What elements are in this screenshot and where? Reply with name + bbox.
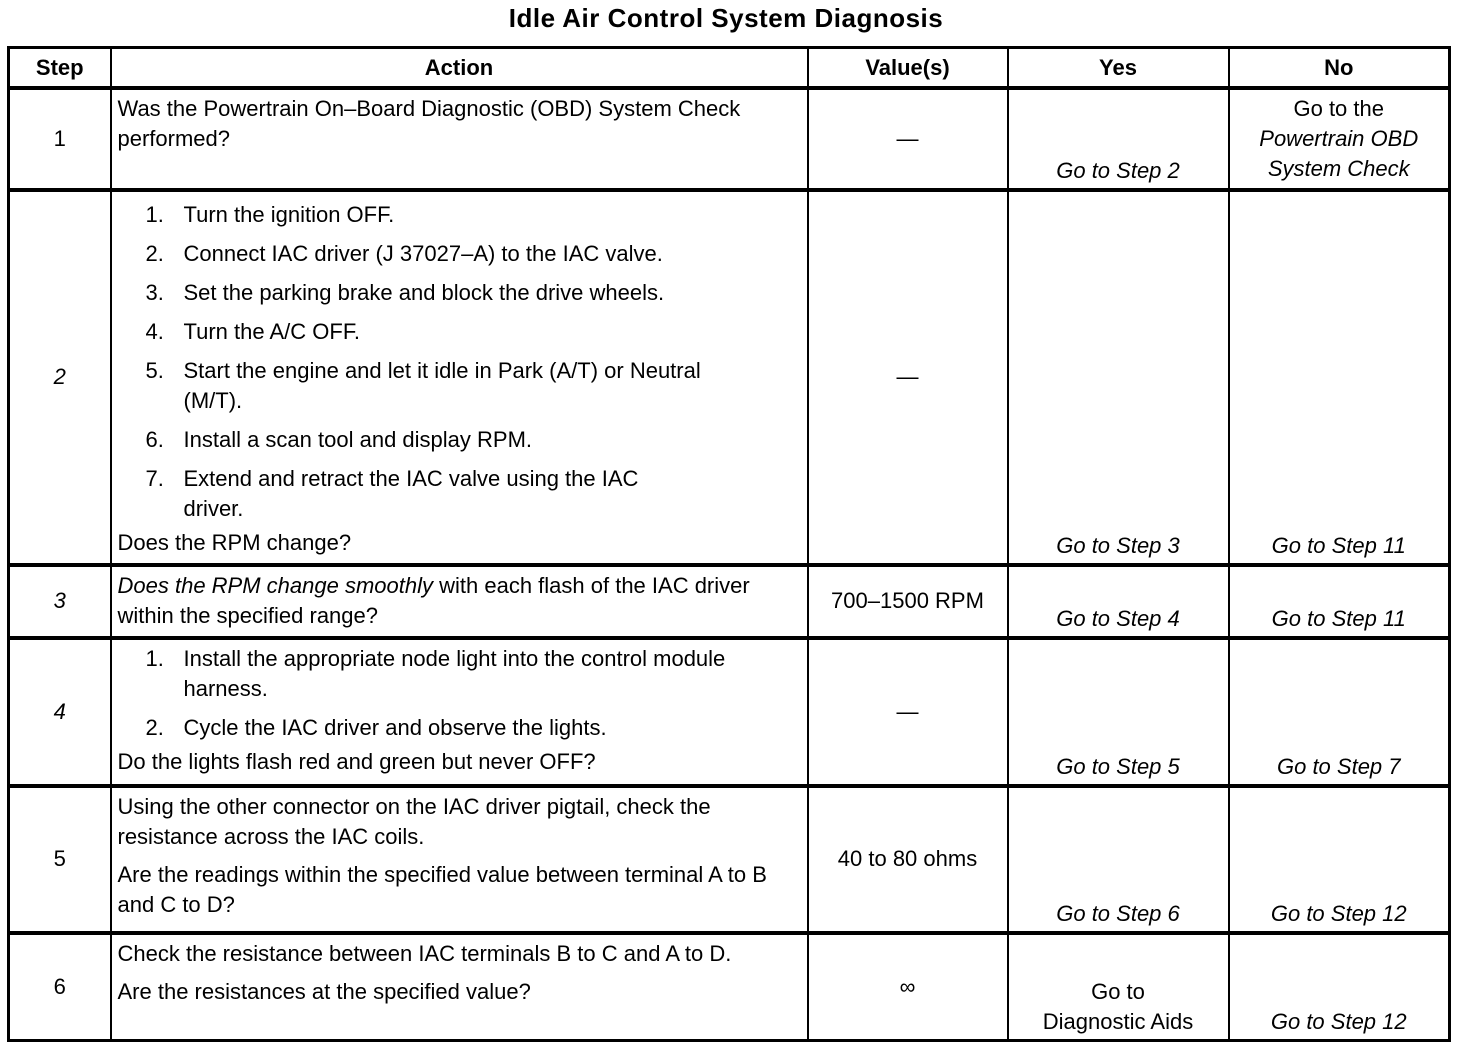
action-cell (111, 88, 808, 190)
list-item: 6. Install a scan tool and display RPM. (145, 426, 533, 452)
no-cell: Go to Step 12 (1229, 786, 1450, 933)
value-cell: — (808, 638, 1008, 786)
no-cell: Go to Step 12 (1229, 933, 1450, 1041)
action-text: Using the other connector on the IAC driver pigtail, check the resistance across the IAC coils. (117, 793, 711, 849)
list-item: 1. Install the appropriate node light into the control module harness. (145, 645, 726, 701)
action-question: Do the lights flash red and green but never OFF? (117, 748, 596, 774)
action-text: Check the resistance between IAC terminals B to C and A to D. (117, 940, 732, 966)
value-cell: — (808, 190, 1008, 566)
step-number: 1 (9, 88, 111, 190)
step-number: 3 (9, 565, 111, 637)
action-cell (111, 638, 808, 786)
header-step: Step (9, 48, 111, 89)
list-item: 4. Turn the A/C OFF. (145, 318, 360, 344)
step-number: 2 (9, 190, 111, 566)
procedure-list (118, 200, 801, 524)
list-item: 5. Start the engine and let it idle in Park (A/T) or Neutral (M/T). (145, 357, 701, 413)
list-item: 2. Cycle the IAC driver and observe the lights. (145, 714, 607, 740)
action-cell (111, 190, 808, 566)
action-cell (111, 565, 808, 637)
yes-text-line1: Go to (1091, 979, 1145, 1004)
yes-cell: Go to Step 5 (1008, 638, 1229, 786)
table-row-step-2 (9, 190, 1450, 566)
action-question: Are the resistances at the specified value? (117, 978, 531, 1004)
no-cell: Go to Step 7 (1229, 638, 1450, 786)
action-text: with each flash of the IAC driver within the specified range? (117, 573, 750, 629)
no-cell (1229, 88, 1450, 190)
list-item: 2. Connect IAC driver (J 37027–A) to the IAC valve. (145, 240, 663, 266)
action-cell (111, 786, 808, 933)
action-question: Does the RPM change? (117, 529, 352, 555)
table-row-step-4 (9, 638, 1450, 786)
yes-text-line2: Diagnostic Aids (1042, 1009, 1194, 1034)
yes-cell: Go to Step 3 (1008, 190, 1229, 566)
header-no: No (1229, 48, 1450, 89)
header-action: Action (111, 48, 808, 89)
page-title: Idle Air Control System Diagnosis (508, 3, 944, 33)
yes-cell (1008, 933, 1229, 1041)
step-number: 6 (9, 933, 111, 1041)
value-cell: ∞ (808, 933, 1008, 1041)
no-text-line1: Go to the (1293, 96, 1384, 121)
header-values: Value(s) (808, 48, 1008, 89)
value-cell: 700–1500 RPM (808, 565, 1008, 637)
procedure-list (118, 644, 801, 743)
header-row (9, 48, 1450, 89)
step-number: 4 (9, 638, 111, 786)
yes-cell: Go to Step 6 (1008, 786, 1229, 933)
no-text-line2: Powertrain OBD System Check (1259, 126, 1419, 181)
table-row-step-5 (9, 786, 1450, 933)
no-cell: Go to Step 11 (1229, 190, 1450, 566)
yes-cell: Go to Step 2 (1008, 88, 1229, 190)
list-item: 7. Extend and retract the IAC valve using the IAC driver. (145, 465, 639, 521)
header-yes: Yes (1008, 48, 1229, 89)
value-cell: 40 to 80 ohms (808, 786, 1008, 933)
action-text-italic: Does the RPM change smoothly (117, 573, 433, 599)
step-number: 5 (9, 786, 111, 933)
list-item: 3. Set the parking brake and block the drive wheels. (145, 279, 665, 305)
action-cell (111, 933, 808, 1041)
no-cell: Go to Step 11 (1229, 565, 1450, 637)
list-item: 1. Turn the ignition OFF. (145, 201, 395, 227)
yes-cell: Go to Step 4 (1008, 565, 1229, 637)
table-row-step-3 (9, 565, 1450, 637)
value-cell: — (808, 88, 1008, 190)
table-row-step-6 (9, 933, 1450, 1041)
diagnosis-table (7, 46, 1451, 1042)
action-text: Was the Powertrain On–Board Diagnostic (OBD) System Check performed? (117, 96, 741, 151)
action-question: Are the readings within the specified value between terminal A to B and C to D? (117, 861, 767, 917)
table-row-step-1 (9, 88, 1450, 190)
